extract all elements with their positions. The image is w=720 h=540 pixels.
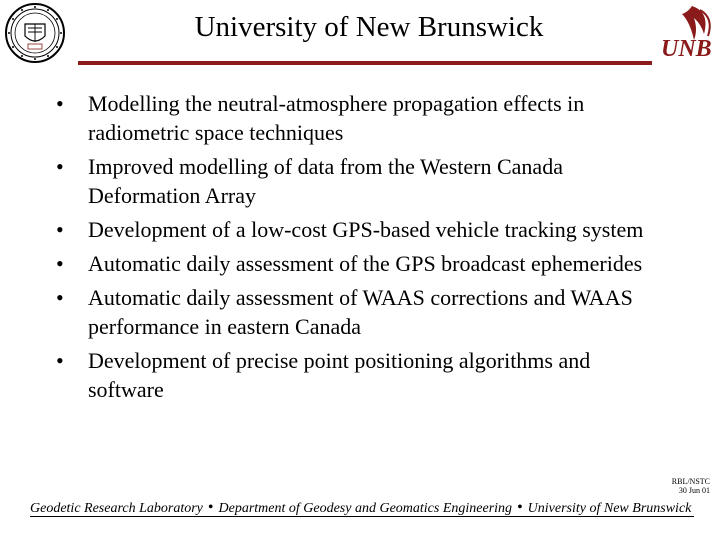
bullet-text: Improved modelling of data from the Western Canada Deformation Array: [88, 154, 563, 208]
bullet-icon: •: [56, 154, 64, 179]
bullet-text: Automatic daily assessment of WAAS corrections and WAAS performance in eastern Canada: [88, 285, 633, 339]
footer-lab: Geodetic Research Laboratory: [30, 501, 203, 516]
page-title: University of New Brunswick: [194, 11, 544, 43]
footer-department: Department of Geodesy and Geomatics Engineering: [218, 501, 513, 516]
list-item: [56, 89, 656, 147]
bullet-icon: •: [56, 348, 64, 373]
list-item: [56, 249, 656, 278]
list-item: [56, 346, 656, 404]
title-divider: [78, 61, 652, 65]
author-date-stamp: [620, 477, 710, 495]
footer-separator: •: [207, 499, 214, 516]
footer-separator: •: [517, 499, 523, 516]
footer-divider: [30, 516, 694, 517]
bullet-icon: •: [56, 91, 64, 116]
footer-university: University of New Brunswick: [527, 501, 692, 516]
stamp-date: 30 Jun 01: [678, 486, 710, 495]
list-item: [56, 283, 656, 341]
bullet-icon: •: [56, 251, 64, 276]
list-item: [56, 215, 656, 244]
bullet-icon: •: [56, 217, 64, 242]
stamp-author: RBL/NSTC: [671, 477, 710, 486]
bullet-text: Automatic daily assessment of the GPS broadcast ephemerides: [88, 251, 643, 276]
unb-logo-text: UNB: [661, 36, 712, 62]
bullet-text: Modelling the neutral-atmosphere propagation effects in radiometric space techniques: [88, 91, 585, 145]
bullet-text: Development of a low-cost GPS-based vehicle tracking system: [88, 217, 644, 242]
bullet-list: [56, 89, 656, 409]
list-item: [56, 152, 656, 210]
bullet-icon: •: [56, 285, 64, 310]
bullet-text: Development of precise point positioning algorithms and software: [88, 348, 591, 402]
